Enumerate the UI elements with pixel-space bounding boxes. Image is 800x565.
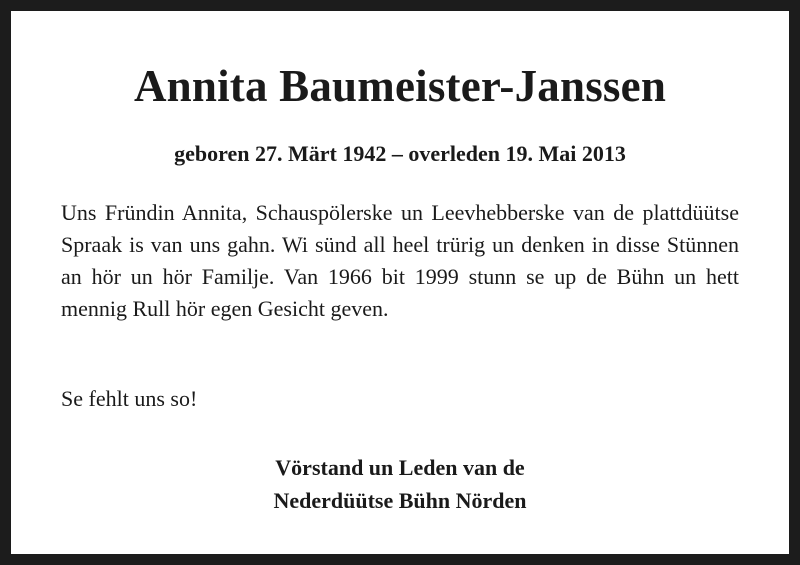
- notice-body-text: Uns Fründin Annita, Schauspölerske un Leevhebberske van de plattdüütse Spraak is van uns gahn. Wi sünd all heel trürig un denken in disse Stünnen an hör un hör Familje. Van 1966 bit 1999 stunn se up de Bühn un hett mennig Rull hör egen Gesicht geven.: [61, 200, 739, 321]
- signature-line-1: Vörstand un Leden van de: [275, 455, 525, 480]
- deceased-name: Annita Baumeister-Janssen: [133, 61, 667, 111]
- signature-block: [11, 451, 789, 517]
- closing-line: Se fehlt uns so!: [61, 386, 198, 411]
- life-dates: geboren 27. Märt 1942 – overleden 19. Mai 2013: [174, 141, 626, 166]
- signature-line-2: Nederdüütse Bühn Nörden: [273, 488, 527, 513]
